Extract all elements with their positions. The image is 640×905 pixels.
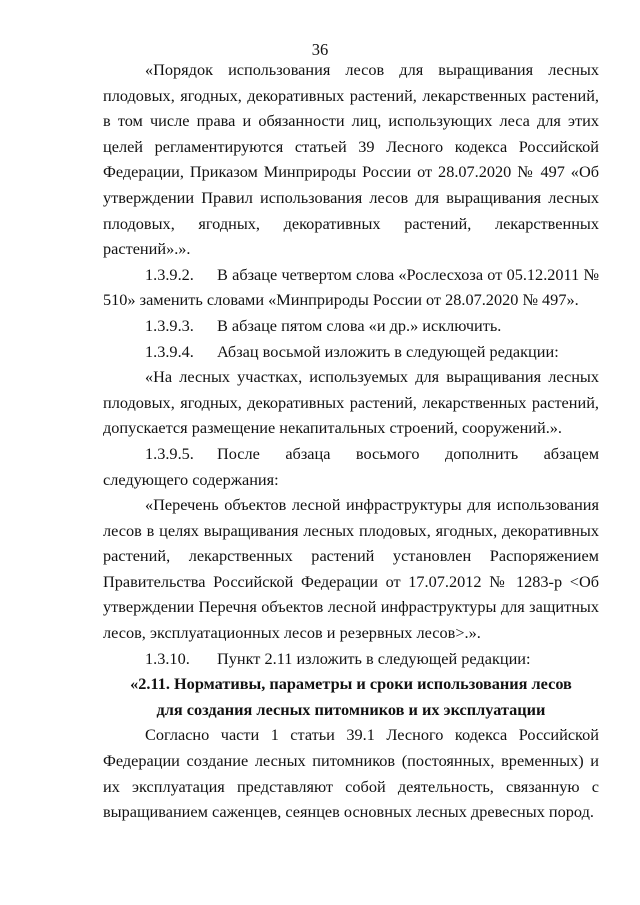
item-paragraph	[103, 646, 599, 672]
section-heading-line-1: «2.11. Нормативы, параметры и сроки использования лесов	[130, 674, 572, 694]
nursery-paragraph	[103, 722, 599, 824]
item-number: 1.3.9.4.	[145, 341, 194, 361]
quote-paragraph-structures	[103, 364, 599, 441]
section-heading-line-2: для создания лесных питомников и их эксплуатации	[156, 699, 546, 719]
item-number: 1.3.9.5.	[145, 443, 194, 463]
paragraph-text: После абзаца восьмого дополнить абзацем следующего содержания:	[103, 443, 599, 489]
item-paragraph	[103, 262, 599, 313]
paragraph-text: В абзаце четвертом слова «Рослесхоза от 05.12.2011 № 510» заменить словами «Минприроды России от 28.07.2020 № 497».	[103, 264, 599, 310]
quote-paragraph-usage-order	[103, 57, 599, 262]
item-paragraph	[103, 441, 599, 492]
quote-paragraph-infrastructure	[103, 492, 599, 646]
document-body	[103, 57, 599, 825]
paragraph-text: Абзац восьмой изложить в следующей редакции:	[217, 341, 559, 361]
item-number: 1.3.9.3.	[145, 315, 194, 335]
item-number: 1.3.10.	[145, 648, 190, 668]
item-paragraph	[103, 313, 599, 339]
paragraph-text: «Перечень объектов лесной инфраструктуры для использования лесов в целях выращивания лесных плодовых, ягодных, декоративных растений, лекарственных растений установлен Распоряжением Правительства Российской Федерации от 17.07.2012 № 1283-р <Об утверждении Перечня объектов лесной инфраструктуры для защитных лесов, эксплуатационных лесов и резервных лесов>.».	[103, 495, 599, 643]
page-number: 36	[311, 40, 329, 59]
item-number: 1.3.9.2.	[145, 264, 194, 284]
paragraph-text: Согласно части 1 статьи 39.1 Лесного кодекса Российской Федерации создание лесных питомников (постоянных, временных) и их эксплуатация представляют собой деятельность, связанную с выращиванием саженцев, сеянцев основных лесных древесных пород.	[103, 725, 599, 822]
item-paragraph	[103, 339, 599, 365]
paragraph-text: «Порядок использования лесов для выращивания лесных плодовых, ягодных, декоративных растений, лекарственных растений, в том числе права и обязанности лиц, использующих леса для этих целей регламентируются статьей 39 Лесного кодекса Российской Федерации, Приказом Минприроды России от 28.07.2020 № 497 «Об утверждении Правил использования лесов для выращивания лесных плодовых, ягодных, декоративных растений, лекарственных растений».».	[103, 60, 599, 259]
paragraph-text: В абзаце пятом слова «и др.» исключить.	[217, 315, 502, 335]
paragraph-text: «На лесных участках, используемых для выращивания лесных плодовых, ягодных, декоративных растений, лекарственных растений, допускается размещение некапитальных строений, сооружений.».	[103, 367, 599, 438]
paragraph-text: Пункт 2.11 изложить в следующей редакции:	[217, 648, 531, 668]
